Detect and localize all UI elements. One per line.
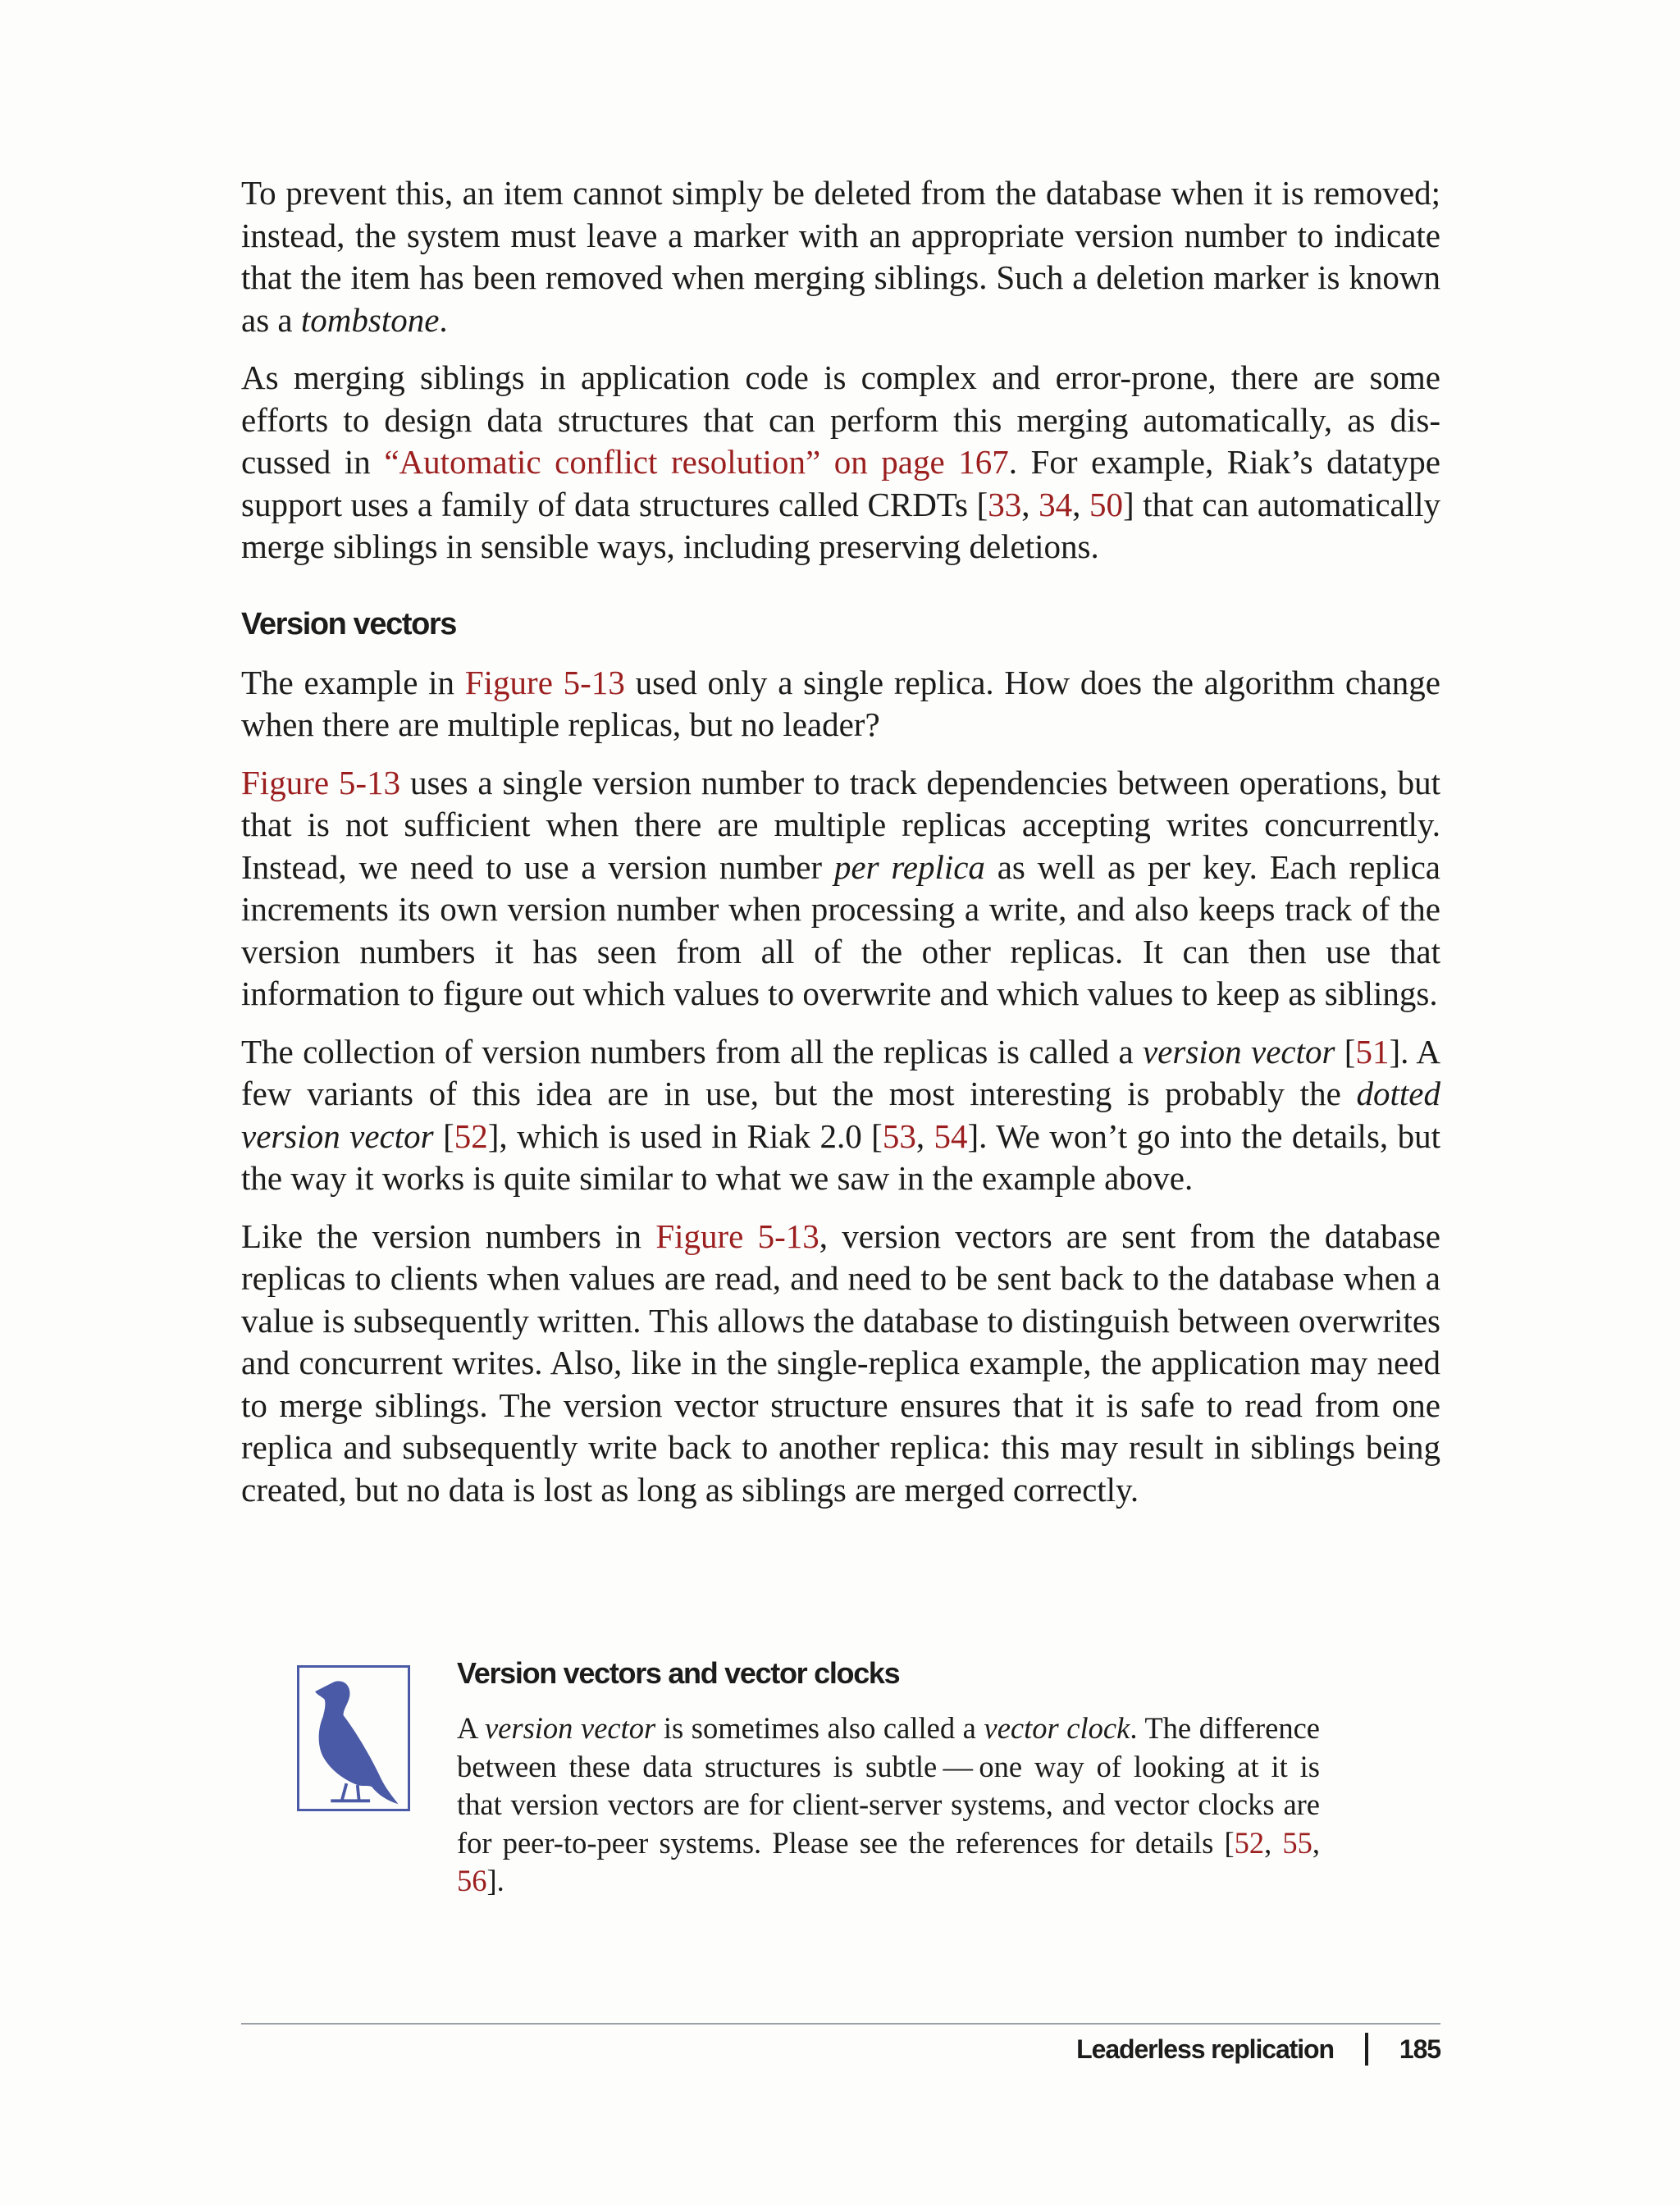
text-run: The example in [241, 663, 465, 701]
text-run: ]. A few variants of this idea are in use, but the most interesting is probably the [241, 1032, 1441, 1112]
bird-icon [297, 1665, 410, 1811]
link-figure-5-13[interactable]: Figure 5-13 [464, 663, 625, 701]
text-run: [ [433, 1116, 454, 1155]
text-run: is sometimes also called a [655, 1711, 984, 1745]
text-run: , [1264, 1825, 1283, 1860]
citation-link[interactable]: 34 [1039, 485, 1073, 523]
link-figure-5-13[interactable]: Figure 5-13 [241, 763, 401, 801]
term-version-vector: version vector [1142, 1032, 1335, 1071]
citation-link[interactable]: 52 [454, 1116, 488, 1155]
footer-rule [241, 2023, 1440, 2025]
paragraph-sent-to-clients [241, 1216, 1440, 1512]
footer-separator [1365, 2033, 1368, 2066]
text-run: Like the version numbers in [241, 1217, 656, 1255]
note-title: Version vectors and vector clocks [457, 1656, 900, 1690]
term-vector-clock: vector clock [984, 1711, 1130, 1745]
link-automatic-conflict-resolution[interactable]: “Automatic conflict resolution” on page 167 [384, 443, 1009, 481]
link-figure-5-13[interactable]: Figure 5-13 [655, 1217, 819, 1255]
note-text [457, 1710, 1320, 1901]
citation-link[interactable]: 50 [1089, 485, 1123, 523]
text-run: , [1312, 1825, 1321, 1860]
note-box [297, 1655, 1363, 1918]
text-run: uses a single version number to track dependencies between operations, but that is not sufficient when there are multiple replicas accepting writes concurrently. Instead, we need to use a version number [241, 763, 1441, 886]
term-tombstone: tombstone [300, 300, 440, 339]
text-run: ]. We won’t go into the details, but the way it works is quite similar to what we saw in the example above. [241, 1116, 1440, 1197]
citation-link[interactable]: 55 [1282, 1825, 1312, 1860]
text-run: as well as per key. Each replica increments its own version number when processing a write, and also keeps track of the version numbers it has seen from all of the other replicas. It can then use that information to figure out which values to overwrite and which values to keep as siblings. [241, 847, 1440, 1012]
paragraph-tombstone [241, 172, 1440, 341]
page-content [241, 172, 1440, 1527]
text-run: , version vectors are sent from the database replicas to clients when values are read, and need to be sent back to the database when a value is subsequently written. This allows the database to distinguish between overwrites and concurrent writes. Also, like in the single-replica example, the application may need to merge siblings. The version vector structure ensures that it is safe to read from one replica and subsequently write back to another replica: this may result in siblings being created, but no data is lost as long as siblings are merged correctly. [241, 1217, 1440, 1509]
citation-link[interactable]: 33 [988, 485, 1022, 523]
text-run: ], which is used in Riak 2.0 [ [487, 1116, 883, 1155]
citation-link[interactable]: 56 [457, 1864, 487, 1897]
text-run: As merging siblings in application code is complex and error-prone, there are some efforts to design data structures that can perform this merging automatically, as discussed in [241, 358, 1440, 481]
text-run: , [1021, 485, 1039, 523]
term-dotted-version-vector: dotted version vector [241, 1075, 1440, 1155]
text-run: , [1072, 485, 1089, 523]
text-run: used only a single replica. How does the algorithm change when there are multiple replicas, but no leader? [241, 663, 1440, 743]
paragraph-version-vector [241, 1031, 1440, 1200]
text-run: . For example, Riak’s datatype support uses a family of data structures called CRDTs [ [241, 443, 1441, 523]
citation-link[interactable]: 51 [1355, 1032, 1390, 1071]
term-per-replica: per replica [833, 847, 985, 886]
page-number: 185 [1399, 2034, 1440, 2064]
paragraph-per-replica [241, 762, 1440, 1016]
citation-link[interactable]: 54 [934, 1116, 968, 1155]
term-version-vector: version vector [484, 1711, 656, 1745]
text-run: To prevent this, an item cannot simply be deleted from the database when it is removed; instead, the system must leave a marker with an appropriate version number to indicate that the item has been removed when merging siblings. Such a deletion marker is known as a [241, 174, 1440, 339]
text-run: ] that can automatically merge siblings in sensible ways, including preserving deletions. [241, 485, 1441, 565]
text-run: . [439, 300, 448, 339]
text-run: A [457, 1711, 485, 1745]
text-run: [ [1335, 1032, 1356, 1071]
paragraph-crdts [241, 357, 1440, 568]
text-run: . The difference between these data structures is subtle — one way of looking at it is that version vectors are for client-server systems, and vector clocks are for peer-to-peer systems. Please see the references for details [ [457, 1711, 1320, 1860]
footer-section-title: Leaderless replication [1076, 2034, 1334, 2064]
citation-link[interactable]: 52 [1234, 1825, 1265, 1860]
page-footer [1076, 2033, 1440, 2066]
text-run: , [915, 1116, 934, 1155]
citation-link[interactable]: 53 [882, 1116, 916, 1155]
paragraph-multiple-replicas [241, 662, 1440, 746]
text-run: ]. [486, 1864, 504, 1897]
text-run: The collection of version numbers from all the replicas is called a [241, 1032, 1143, 1071]
section-heading: Version vectors [241, 606, 457, 641]
